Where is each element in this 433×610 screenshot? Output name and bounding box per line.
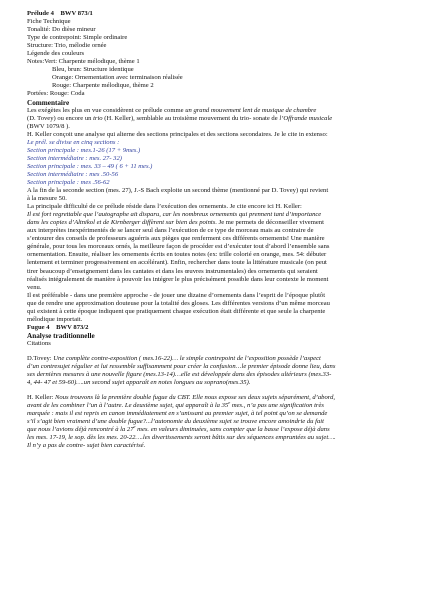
text-line — [27, 163, 411, 171]
text-segment: ornementation. Ensuite, réaliser les ornements écrits en toutes notes (ex: trille colorié en orange, mes. 54: débuter — [27, 251, 327, 259]
text-segment: les mes. 17-19, le sop. dès les mes. 20-22….les divertissements seront bâtis sur des séquences empruntées au sujet…. — [27, 434, 336, 442]
text-line — [27, 179, 411, 187]
text-segment: Il n’y a pas de contre- sujet bien caractérisé. — [27, 442, 146, 450]
text-segment: H. Keller conçoit une analyse qui alterne des sections principales et des sections secondaires. Je le cite in extenso: — [27, 130, 328, 138]
text-segment: (BWV 1079/8 ). — [27, 122, 70, 130]
text-segment: 4, 44- 47 et 59-60)….un second sujet apparaît en notes longues au soprano(mes.35). — [27, 379, 251, 387]
text-segment: Nous trouvons là la première double fugue du CBT. Elle nous expose ses deux sujets séparément, d’abord, — [55, 394, 336, 402]
text-line — [27, 235, 411, 243]
text-line — [27, 410, 411, 418]
text-line — [27, 171, 411, 179]
text-line — [27, 426, 411, 434]
text-segment: qui existent à cette époque indiquent que pratiquement chaque exécution était différente et que seule la charpente — [27, 307, 326, 315]
text-segment: dans les copies d’Altnikol et de Kirnberger diffèrent sur bien des points. — [27, 219, 217, 227]
text-line — [27, 147, 411, 155]
text-segment: (H. Keller), semblable au troisième mouvement du trio- sonate de — [102, 114, 280, 122]
fiche-line: Fiche Technique — [27, 18, 71, 26]
fiche-line: Structure: Trio, mélodie ornée — [27, 42, 107, 50]
color-notes — [27, 58, 411, 90]
fiche-technique — [27, 18, 411, 58]
text-line — [27, 434, 411, 442]
text-segment: H. Keller: — [27, 394, 56, 402]
text-line — [27, 402, 411, 410]
text-line — [27, 371, 411, 379]
text-segment: trio — [93, 114, 103, 122]
text-line — [27, 355, 411, 363]
text-line — [27, 123, 411, 131]
text-segment: venu. — [27, 283, 42, 291]
text-segment: (D. Tovey) ou encore un — [27, 114, 94, 122]
text-segment: lentement et terminer progressivement en accélérant). Enfin, rechercher dans toute la littérature musicale (on peut — [27, 259, 327, 267]
text-segment: La principale difficulté de ce prélude réside dans l’exécution des ornements. Je cite encore ici H. Keller: — [27, 203, 302, 211]
text-line — [27, 300, 411, 308]
text-segment: marquée : mais il est repris en canon immédiatement en s’unissant au premier sujet, à tel point qu’on se demande — [27, 410, 328, 418]
note-line — [27, 58, 411, 66]
text-line — [27, 284, 411, 292]
citations-label: Citations — [27, 339, 51, 347]
text-line — [27, 292, 411, 300]
text-segment: Il est fort regrettable que l’autographe ait disparu, car les nombreux ornements qui prennent tant d’importance — [27, 211, 322, 219]
text-segment: mélodique importait. — [27, 315, 83, 323]
text-line — [27, 139, 411, 147]
prelude-heading — [27, 10, 411, 18]
text-line — [27, 219, 411, 227]
text-segment: tirer beaucoup d’enseignement dans les cantates et dans les œuvres instrumentales) des ornements qui seraient — [27, 267, 318, 275]
text-segment: mes. en valeurs diminuées, sans compter que la basse l’expose déjà dans — [135, 426, 330, 434]
text-line — [27, 308, 411, 316]
text-segment: ses dernières mesures à une nouvelle figure (mes.13-14)…elle est développée dans des épisodes ultérieurs (mes.33- — [27, 371, 332, 379]
text-segment: l’Offrande musicale — [279, 114, 333, 122]
text-segment: s’entourer des conseils de professeurs aguérris aux pièges que renferment ces différents ornements! Une manière — [27, 235, 325, 243]
text-segment: Je me permets de déconseiller vivement — [216, 219, 324, 227]
text-line — [27, 442, 411, 450]
notes-label: Notes: — [27, 58, 45, 66]
portees-line: Portées: Rouge: Coda — [27, 90, 85, 98]
text-segment: Les exégètes les plus en vue considèrent ce prélude comme — [27, 106, 186, 114]
note-line: Rouge: Charpente mélodique, thème 2 — [52, 82, 154, 90]
text-line — [27, 418, 411, 426]
analyse-heading: Analyse traditionnelle — [27, 331, 95, 340]
prelude-title: Prélude 4 — [27, 10, 54, 17]
note-line: Orange: Ornementation avec terminaison réalisée — [52, 74, 183, 82]
text-segment: e — [228, 402, 231, 406]
text-segment: s’il s’agit bien vraiment d’une double fugue?...l’autonomie du deuxième sujet se trouve encore amoindrie du fait — [27, 418, 324, 426]
text-segment: A la fin de la seconde section (mes. 27), J.-S Bach exploite un second thème (mentionné par D. Tovey) qui revient — [27, 187, 329, 195]
text-segment: Section principale : mes. 33 – 49 ( 6 + 11 mes.) — [27, 162, 153, 170]
fiche-line: Légende des couleurs — [27, 50, 85, 58]
text-line — [27, 195, 411, 203]
text-line — [27, 243, 411, 251]
tovey-citation — [27, 355, 411, 387]
text-segment: générale, pour tous les morceaux ornés, la meilleure façon de procéder est d’exécuter tout d’abord l’ensemble sans — [27, 243, 330, 251]
text-segment: Section intermédiaire : mes. 27- 32) — [27, 154, 122, 162]
text-line — [27, 227, 411, 235]
text-segment: réalisés intégralement de manière à pouvoir les intégrer le plus précisément possible dans leur contexte le moment — [27, 275, 329, 283]
text-segment: un grand mouvement lent de musique de chambre — [185, 106, 317, 114]
fugue-bwv: BWV 873/2 — [56, 323, 89, 331]
text-segment: d’un contresujet régulier et lui ressemble suffisamment pour créer la confusion…le premier épisode donne lieu, dans — [27, 363, 336, 371]
fiche-line: Tonalité: Do dièse mineur — [27, 26, 96, 34]
text-segment: Section principale : mes.1-26 (17 + 9mes.) — [27, 146, 141, 154]
commentaire-text — [27, 107, 411, 324]
text-segment: Section intermédiaire : mes .50-56 — [27, 170, 119, 178]
keller-citation — [27, 394, 411, 450]
fiche-line: Type de contrepoint: Simple ordinaire — [27, 34, 128, 42]
text-line — [27, 268, 411, 276]
text-line — [27, 259, 411, 267]
note-line: Bleu, brun: Structure identique — [52, 66, 134, 74]
text-segment: mes., n’a pas une signification très — [230, 402, 324, 410]
text-segment: Le prél. se divise en cinq sections : — [27, 138, 120, 146]
text-line — [27, 203, 411, 211]
text-segment: Il est préférable - dans une première approche - de jouer une dizaine d’ornements dans l’esprit de l’époque plutôt — [27, 291, 326, 299]
text-segment: Une complète contre-exposition ( mes.16-22)… le simple contrepoint de l’exposition possède l’aspect — [53, 354, 321, 362]
text-segment: à la mesure 50. — [27, 195, 67, 203]
text-line — [27, 115, 411, 123]
fugue-heading — [27, 324, 411, 332]
note-text: Vert: Charpente mélodique, thème 1 — [44, 58, 140, 66]
text-segment: e — [133, 426, 136, 430]
text-segment: aux interprètes inexpérimentés de se lancer seul dans l’exécution de ce type de morceau mais au contraire de — [27, 227, 314, 235]
text-line — [27, 276, 411, 284]
text-line — [27, 131, 411, 139]
text-segment: que nous l’avions déjà rencontré à la 27 — [27, 426, 134, 434]
text-segment: avant de les combiner l’un à l’autre. Le deuxième sujet, qui apparaît à la 35 — [27, 402, 229, 410]
fugue-title: Fugue 4 — [27, 323, 50, 331]
text-line — [27, 363, 411, 371]
text-line — [27, 155, 411, 163]
text-line — [27, 107, 411, 115]
prelude-bwv: BWV 873/1 — [60, 10, 93, 17]
commentaire-heading: Commentaire — [27, 98, 70, 107]
text-line — [27, 251, 411, 259]
text-line — [27, 379, 411, 387]
text-line — [27, 394, 411, 402]
text-segment: que de rendre une approximation douteuse pour la totalité des gloses. Les différentes versions d’un même morceau — [27, 299, 330, 307]
text-line — [27, 211, 411, 219]
text-line — [27, 187, 411, 195]
text-segment: Section principale : mes .56-62 — [27, 178, 110, 186]
text-segment: D.Tovey: — [27, 354, 54, 362]
text-line — [27, 316, 411, 324]
